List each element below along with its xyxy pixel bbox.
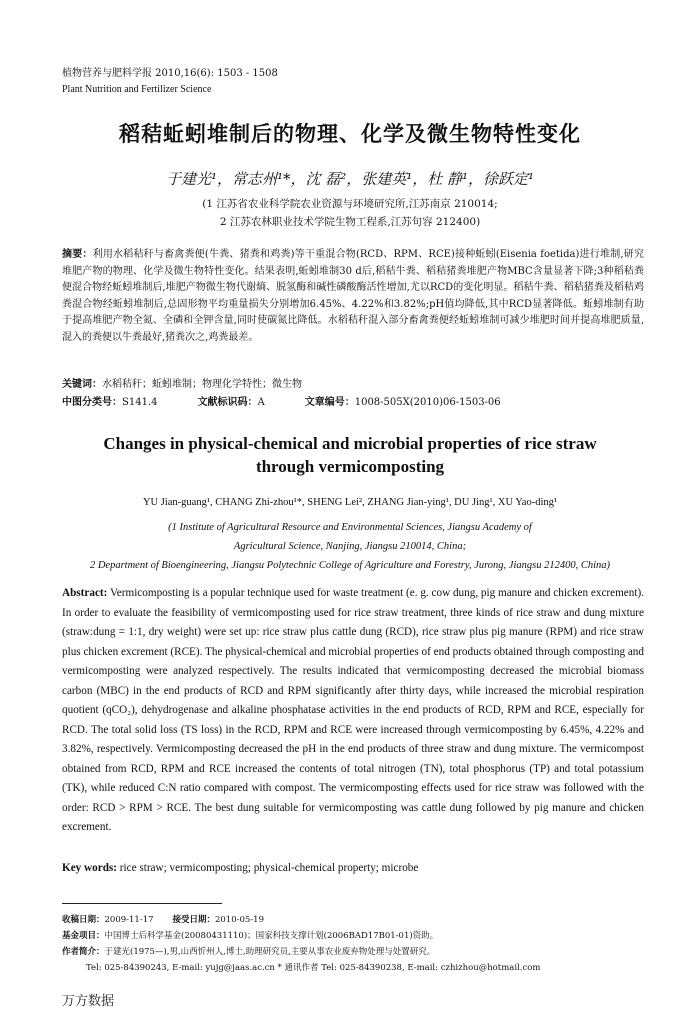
received-date: 2009-11-17 (104, 915, 154, 925)
footnote-dates (62, 912, 662, 928)
article-no-label: 文章编号： (304, 397, 355, 408)
received-label: 收稿日期： (62, 915, 105, 925)
doc-code-value: A (257, 397, 265, 408)
affiliation-cn-2: 2 江苏农林职业技术学院生物工程系,江苏句容 212400) (219, 216, 481, 228)
author-bio-label: 作者简介： (62, 947, 105, 957)
clc-label: 中图分类号： (62, 397, 122, 408)
title-en-line-2: through vermicomposting (255, 457, 445, 476)
footnote-author (62, 944, 662, 960)
journal-header (62, 66, 278, 98)
affiliation-en-1a: (1 Institute of Agricultural Resource and Environmental Sciences, Jiangsu Academy of (168, 522, 532, 533)
article-no-value: 1008-505X(2010)06-1503-06 (354, 397, 501, 408)
clc-value: S141.4 (122, 397, 158, 408)
title-en (0, 432, 700, 478)
footnote-fund (62, 928, 662, 944)
abstract-cn (62, 247, 644, 346)
abstract-cn-label: 摘要： (62, 249, 93, 260)
accepted-label: 接受日期： (172, 915, 215, 925)
title-en-line-1: Changes in physical-chemical and microbial properties of rice straw (103, 434, 597, 453)
abstract-en (62, 584, 644, 838)
authors-cn: 于建光¹，常志州¹*，沈 磊²，张建英¹，杜 静¹，徐跃定¹ (165, 170, 535, 188)
keywords-en-label: Key words: (62, 862, 117, 874)
footnotes (62, 912, 662, 976)
author-bio-text: 于建光(1975—),男,山西忻州人,博士,助理研究员,主要从事农业废弃物处理与处置研究。 (104, 947, 436, 957)
footnote-divider (62, 903, 222, 904)
journal-name-cn: 植物营养与肥料学报 2010,16(6): 1503 - 1508 (62, 68, 278, 79)
keywords-en-text: rice straw; vermicomposting; physical-chemical property; microbe (119, 862, 419, 874)
affiliation-en-2: 2 Department of Bioengineering, Jiangsu Polytechnic College of Agriculture and Forestry, Jurong, Jiangsu 212400, China) (89, 560, 611, 571)
classification-line (62, 393, 501, 408)
keywords-cn (62, 375, 302, 390)
journal-name-en: Plant Nutrition and Fertilizer Science (62, 84, 212, 95)
authors-en: YU Jian-guang¹, CHANG Zhi-zhou¹*, SHENG Lei², ZHANG Jian-ying¹, DU Jing¹, XU Yao-ding¹ (142, 497, 558, 508)
affiliations-cn (0, 195, 700, 231)
abstract-cn-text: 利用水稻秸秆与畜禽粪便(牛粪、猪粪和鸡粪)等干重混合物(RCD、RPM、RCE)接种蚯蚓(Eisenia foetida)进行堆制,研究堆肥产物的物理、化学及微生物特性变化。结果表明,蚯蚓堆制30 d后,稻秸牛粪、稻秸猪粪堆肥产物MBC含量显著下降;3种稻秸粪便混合物经蚯蚓堆制后,堆肥产物微生物代谢熵、脱氢酶和碱性磷酸酶活性增加,尤以RCD的变化明显。稻秸牛粪、稻秸猪粪及稻秸鸡粪混合物经蚯蚓堆制后,总固形物平均重量损失分别增加6.45%、4.22%和3.82%;pH值均降低,其中RCD显著降低。蚯蚓堆制有助于提高堆肥产物全氮、全磷和全钾含量,同时使碳氮比降低。水稻秸秆混入部分畜禽粪便经蚯蚓堆制可减少堆肥时间并提高堆肥质量,混入的粪便以牛粪最好,猪粪次之,鸡粪最差。 (62, 249, 645, 343)
affiliation-cn-1: (1 江苏省农业科学院农业资源与环境研究所,江苏南京 210014; (202, 198, 498, 210)
abstract-en-text: Vermicomposting is a popular technique used for waste treatment (e. g. cow dung, pig manure and chicken excrement). In order to evaluate the feasibility of vermicomposting used for rice straw treatment, three kinds of rice straw and dung mixture (straw:dung = 1:1, dry weight) were set up: rice straw plus cattle dung (RCD), rice straw plus pig manure (RPM) and rice straw plus chicken excrement (RCE). The physical-chemical and microbial properties of end products obtained through composting and vermicomposting were analyzed respectively. The results indicated that vermicomposting decreased the microbial biomass carbon (MBC) in the end products of RCD and RPM significantly after thirty days, while increased the microbial respiration quotient (qCO₂), dehydrogenase and alkaline phosphatase activities in the end products of RCD, RPM and RCE, especially for RCD. The total solid loss (TS loss) in the RCD, RPM and RCE were increased through vermicomposting by 6.45%, 4.22% and 3.82%, respectively. Vermicomposting decreased the pH in the end products of three straw and dung mixture. The vermicompost obtained from RCD, RPM and RCE increased the contents of total nitrogen (TN), total phosphorus (TP) and total potassium (TK), while reduced C:N ratio compared with compost. The vermicomposting effects used for rice straw was followed with the order: RCD > RPM > RCE. The best dung suitable for vermicomposting was cattle dung followed by pig manure and chicken excrement. (62, 587, 644, 833)
affiliations-en (0, 518, 700, 575)
keywords-cn-label: 关键词： (62, 379, 102, 390)
title-cn: 稻秸蚯蚓堆制后的物理、化学及微生物特性变化 (119, 122, 581, 146)
doc-code-label: 文献标识码： (197, 397, 258, 408)
fund-label: 基金项目： (62, 931, 105, 941)
fund-text: 中国博士后科学基金(20080431110)；国家科技支撑计划(2006BAD17B01-01)资助。 (104, 931, 439, 941)
watermark-logo-text: 万方数据 (62, 994, 115, 1009)
accepted-date: 2010-05-19 (214, 915, 264, 925)
affiliation-en-1b: Agricultural Science, Nanjing, Jiangsu 210014, China; (233, 541, 467, 552)
footnote-contact: Tel: 025-84390243, E-mail: yujg@jaas.ac.cn * 通讯作者 Tel: 025-84390238, E-mail: czhizhou@hotmail.com (86, 963, 541, 973)
abstract-en-label: Abstract: (62, 587, 108, 599)
keywords-en (62, 862, 418, 874)
keywords-cn-text: 水稻秸秆；蚯蚓堆制；物理化学特性；微生物 (102, 379, 302, 390)
